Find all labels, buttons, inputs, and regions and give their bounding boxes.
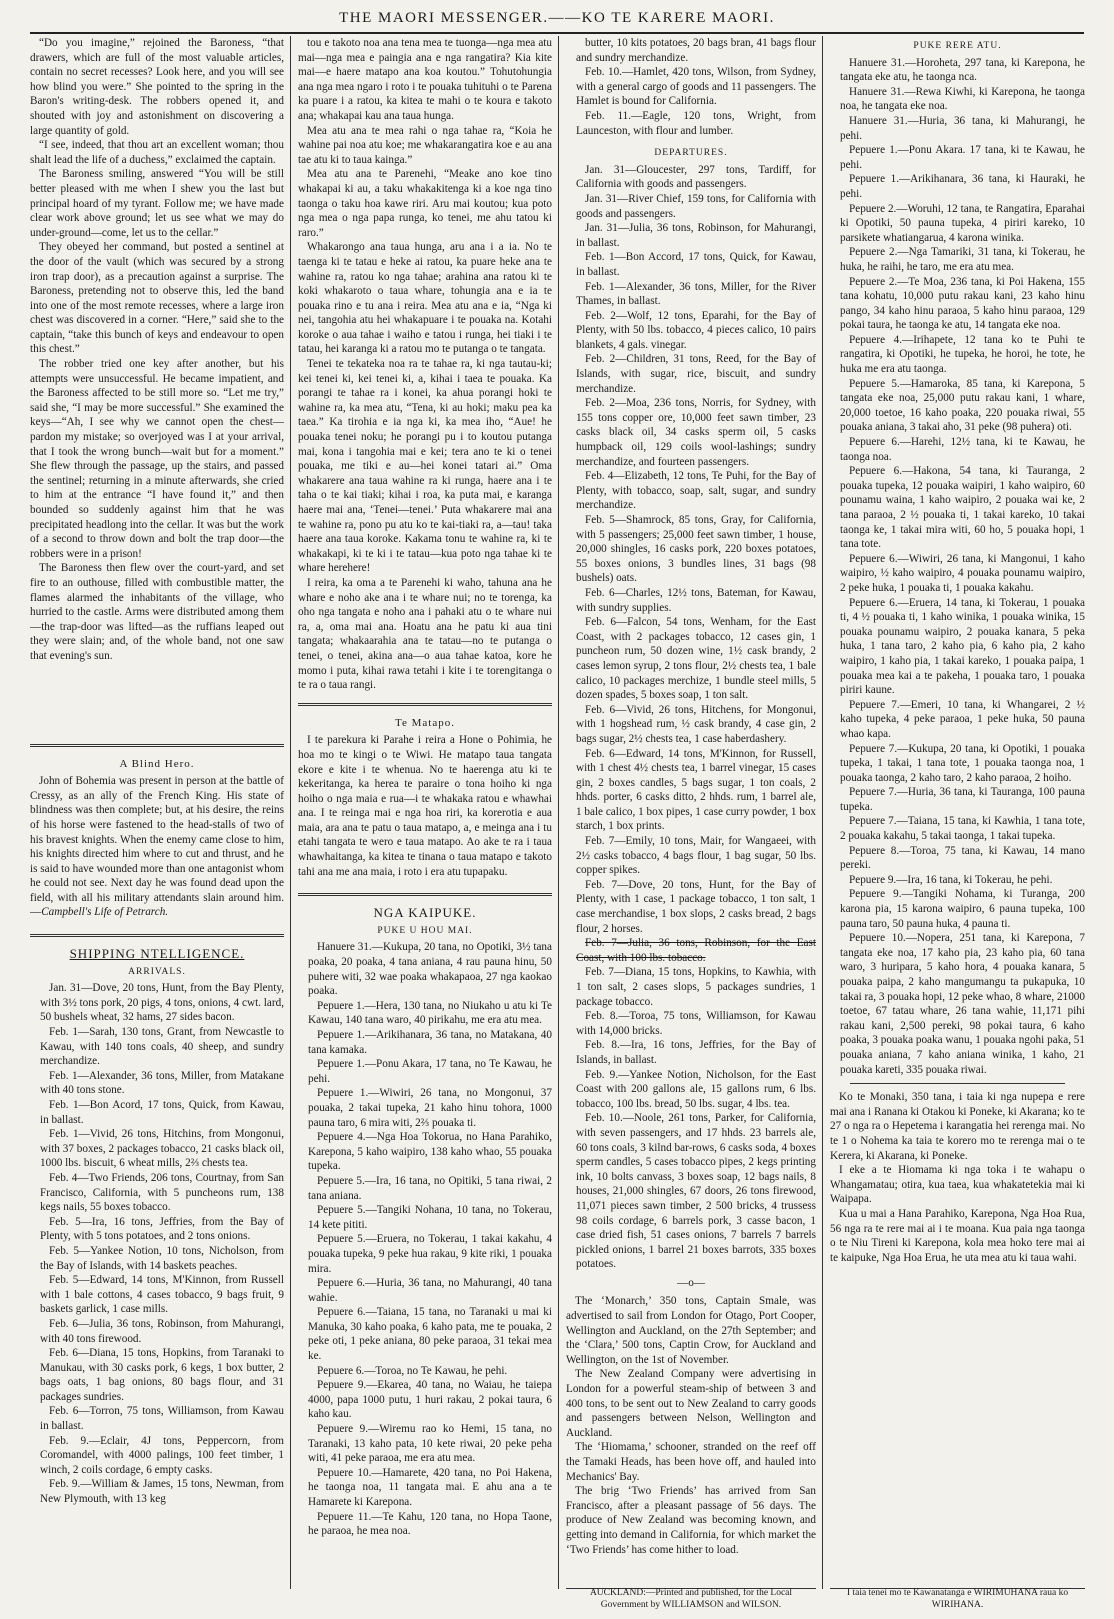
departure-entry-maori: Pepuere 7.—Kukupa, 20 tana, ki Opotiki, 1 pouaka tupeka, 1 takai, 1 tana tote, 1 pouaka taonga noa, 1 pouaka taonga, 2 kaho taro, 2 kaho paraoa, 2 hoiho.: [840, 742, 1085, 784]
column-divider: [290, 36, 291, 1589]
arrival-entry: Feb. 6—Torron, 75 tons, Williamson, from Kawau in ballast.: [40, 1405, 284, 1433]
story-paragraph: tou e takoto noa ana tena mea te tuonga—nga mea atu mai—nga mea e paingia ana e nga rangatira? Kia kite mai—e haere matapo ana koa koutou.” Tohutohungia ana nga mea ngaro i roto i te pouaka tuhituhi o te Parena ka puare i a ratou, ka kitea te mahi o te koura e takoto ana; whakapai kau ana taua hunga.: [298, 37, 552, 122]
departure-entry-maori: Pepuere 7.—Emeri, 10 tana, ki Whangarei, 2 ½ kaho tupeka, 4 peke paraoa, 1 peke huka, 50 pauna whao kapa.: [840, 698, 1085, 740]
arrival-entry-maori: Pepuere 11.—Te Kahu, 120 tana, no Hopa Taone, he paraoa, he mea noa.: [308, 1510, 552, 1538]
column-divider: [822, 36, 823, 1589]
departure-entry-maori: Hanuere 31.—Horoheta, 297 tana, ki Karepona, he tangata eke atu, he taonga nca.: [840, 56, 1085, 84]
departure-entry: Feb. 4—Elizabeth, 12 tons, Te Puhi, for the Bay of Plenty, with tobacco, soap, salt, sugar, and sundry merchandize.: [576, 470, 816, 512]
departure-entry: Feb. 6—Charles, 12½ tons, Bateman, for Kawau, with sundry supplies.: [576, 586, 816, 614]
departure-entry: Feb. 2—Moa, 236 tons, Norris, for Sydney, with 155 tons copper ore, 10,000 feet sawn timber, 23 casks black oil, 34 casks sperm oil, 5 casks humpback oil, 129 coils wool-lashings; sundry merchandize, and fourteen passengers.: [576, 397, 816, 468]
departure-entry-maori: Pepuere 7.—Taiana, 15 tana, ki Kawhia, 1 tana tote, 2 pouaka kakahu, 5 takai taonga, 1 takai tupeka.: [840, 815, 1085, 843]
section-rule: [298, 703, 552, 706]
arrival-entry: Feb. 1—Sarah, 130 tons, Grant, from Newcastle to Kawau, with 140 tons coals, 40 sheep, and sundry merchandize.: [40, 1026, 284, 1068]
hero-text: John of Bohemia was present in person at the battle of Cressy, as an ally of the French King. His state of blindness was then complete; but, at his desire, the reins of his horse were fastened to the head-stalls of two of his bravest knights. When the enemy came close to him, his knights directed him where to cut and thrust, and he is said to have wounded more than one antagonist whom he could not see. Next day he was found dead upon the field, with all his military attendants slain around him.—: [30, 775, 284, 919]
section-title-blind-hero: A Blind Hero.: [119, 757, 195, 770]
news-paragraph: The New Zealand Company were advertising in London for a powerful steam-ship of between 3 and 400 tons, to be sent out to New Zealand to carry goods and passengers between Nelson, Wellington and Auckland.: [566, 1368, 816, 1439]
departure-entry-maori: Pepuere 2.—Te Moa, 236 tana, ki Poi Hakena, 155 tana kohatu, 10,000 putu rakau kani, 23 kaho hinu pango, 34 kaho hinu paraoa, 5 kaho hinu paraoa, 129 pokai taura, he taonga ke atu, 14 tangata eke noa.: [840, 275, 1085, 332]
arrival-entry: Feb. 5—Edward, 14 tons, M'Kinnon, from Russell with 1 bale cottons, 4 cases tobacco, 9 bags fruit, 9 baskets garlick, 1 case mills.: [40, 1274, 284, 1316]
arrival-entry-maori: Pepuere 1.—Ponu Akara, 17 tana, no Te Kawau, he pehi.: [308, 1058, 552, 1085]
subsection-title-departures: DEPARTURES.: [654, 148, 728, 159]
arrival-entry: Feb. 1—Bon Acord, 17 tons, Quick, from Kawau, in ballast.: [40, 1099, 284, 1126]
news-paragraph-maori: Ko te Monaki, 350 tana, i taia ki nga nupepa e rere mai ana i Ranana ki Otakou ki Poneke, ki Akarana; ko te 27 o nga ra o Hepetema i karangatia hei rerenga mai. No te 1 o Nohema ka taia te korero mo te rerenga mai o te Kerera, ki Akarana, ki Poneke.: [830, 1091, 1085, 1162]
story-paragraph: Mea atu ana te Parenehi, “Meake ano koe tino whakapai ki au, a taku whakakitenga ki a koe nga tino taonga o taku hoa kawe riri. Aru mai koutou; kua poto nga mea o nga papa runga, ko tenei, me ahu tatou ki raro.”: [298, 168, 552, 239]
departure-entry: Feb. 10.—Noole, 261 tons, Parker, for California, with seven passengers, and 17 hhds. 23 barrels ale, 60 tons coals, 3 kilnd bar-rows, 6 casks soda, 4 boxes sperm candles, 5 cases tobacco pipes, 2 kegs printing ink, 10 bolts canvass, 3 boxes soap, 12 bags nails, 8 houses, 21,000 shingles, 67 doors, 26 tons firewood, 11,071 pieces sawn timber, 2 500 bricks, 4 trussess 98 coils cordage, 6 barrels pork, 3 casse bacon, 1 case dried fish, 51 cases onions, 7 barrels 7 barrels pickled onions, 1 barrel 21 boxes barrots, 335 boxes potatoes.: [576, 1112, 816, 1271]
departure-entry: Jan. 31—Gloucester, 297 tons, Tardiff, for California with goods and passengers.: [576, 163, 816, 191]
departure-entry-maori: Pepuere 6.—Eruera, 14 tana, ki Tokerau, 1 pouaka ti, 4 ½ pouaka ti, 1 kaho winika, 1 pouaka winika, 15 pouaka pounamu waipiro, 2 pouaka kanara, 5 peka huka, 1 tana taro, 2 kaho pia, 6 kaho pia, 2 kaho waipiro, 1 kaho pia, 1 takai kareko, 1 pouaka paipa, 1 pouaka mea kai a te pakeha, 1 pouaka taro, 1 pouaka piriri kaune.: [840, 596, 1085, 697]
departure-entry-maori: Hanuere 31.—Huria, 36 tana, ki Mahurangi, he pehi.: [840, 114, 1085, 142]
arrival-entry-maori: Pepuere 10.—Hamarete, 420 tana, no Poi Hakena, he taonga noa, 11 tangata mai. E ahu ana a te Hamarete ki Karepona.: [308, 1466, 552, 1508]
arrival-entry: Feb. 1—Vivid, 26 tons, Hitchins, from Mongonui, with 37 boxes, 2 packages tobacco, 21 casks black oil, 1000 lbs. biscuit, 6 wheat mills, 2⅔ chests tea.: [40, 1128, 284, 1170]
arrival-entry-maori: Pepuere 9.—Ekarea, 40 tana, no Waiau, he taiepa 4000, papa 1000 putu, 1 huri rakau, 2 pokai taura, 6 kaho kau.: [308, 1379, 552, 1421]
arrival-entry: Feb. 4—Two Friends, 206 tons, Courtnay, from San Francisco, California, with 5 puncheons rum, 138 kegs nails, 55 boxes tobacco.: [40, 1171, 284, 1214]
departure-entry: Feb. 9.—Yankee Notion, Nicholson, for the East Coast with 200 gallons ale, 15 gallons rum, 6 lbs. tobacco, 100 lbs. bread, 50 lbs. sugar, 4 lbs. tea.: [576, 1068, 816, 1110]
departure-entry-maori: Pepuere 4.—Irihapete, 12 tana ko te Puhi te rangatira, ki Opotiki, he tupeka, he horoi, he tote, he huka me era atu taonga.: [840, 333, 1085, 376]
departure-entry-maori: Pepuere 6.—Harehi, 12½ tana, ki te Kawau, he taonga noa.: [840, 436, 1085, 463]
article-paragraph: I te parekura ki Parahe i reira a Hone o Pohimia, he hoa mo te kingi o te Wiwi. He matapo taua tangata ekore e kite i te whenua. No te haerenga atu ki te kekeritanga, ka herea te paraire o tona hoiho ki nga hoiho o nga maia e rua—i te whakaka ratou e whawhai ana. I te reinga mai e nga hoa riri, ka korerotia e aua maia, ara ana te patu o taua matapo, a, e meinga ana i tu etahi tangata te wero e taua matapo. Ao ake te ra i taua whawhaitanga, ka kitea te tinana o taua matapo e takoto tahi ana me ana maia, i roto i era atu tupapaku.: [298, 734, 552, 878]
news-paragraph: The ‘Hiomama,’ schooner, stranded on the reef off the Tamaki Heads, has been hove off, and hauled into Mechanics' Bay.: [566, 1441, 816, 1483]
separator-ornament: —o—: [677, 1276, 705, 1289]
departure-entry-maori: Pepuere 6.—Wiwiri, 26 tana, ki Mangonui, 1 kaho waipiro, ½ kaho waipiro, 4 pouaka pounamu waipiro, 2 peke huka, 1 pouaka ti, 1 pouaka kakahu.: [840, 552, 1085, 594]
section-title-shipping: SHIPPING NTELLIGENCE.: [69, 946, 245, 962]
arrival-entry: butter, 10 kits potatoes, 20 bags bran, 41 bags flour and sundry merchandize.: [576, 37, 816, 64]
arrival-entry-maori: Pepuere 4.—Nga Hoa Tokorua, no Hana Parahiko, Karepona, 5 kaho waipiro, 138 kaho whao, 55 pouaka tupeka.: [308, 1131, 552, 1173]
departure-entry-maori: Pepuere 5.—Hamaroka, 85 tana, ki Karepona, 5 tangata eke noa, 25,000 putu rakau kani, 1 whare, 20,000 toetoe, 16 kaho poaka, 220 pouaka riwai, 55 pouaka aniana, 3 takai aho, 31 peke (98 puhera) oti.: [840, 377, 1085, 434]
arrival-entry-maori: Pepuere 6.—Huria, 36 tana, no Mahurangi, 40 tana wahie.: [308, 1277, 552, 1304]
story-paragraph: “I see, indeed, that thou art an excellent woman; thou shalt lead the life of a duchess,” exclaimed the captain.: [30, 139, 284, 166]
departure-entry: Feb. 1—Bon Accord, 17 tons, Quick, for Kawau, in ballast.: [576, 251, 816, 278]
departure-entry: Feb. 7—Dove, 20 tons, Hunt, for the Bay of Plenty, with 1 case, 1 package tobacco, 1 ton salt, 1 case merchandise, 1 box slops, 2 casks bread, 2 bags flour, 2 horses.: [576, 878, 816, 935]
departure-entry: Feb. 8.—Ira, 16 tons, Jeffries, for the Bay of Islands, in ballast.: [576, 1039, 816, 1066]
departure-entry-maori: Pepuere 9.—Ira, 16 tana, ki Tokerau, he pehi.: [849, 873, 1053, 886]
subsection-title-puke-u: PUKE U HOU MAI.: [377, 925, 473, 936]
departure-entry: Jan. 31—Julia, 36 tons, Robinson, for Mahurangi, in ballast.: [576, 222, 816, 249]
arrival-entry: Feb. 1—Alexander, 36 tons, Miller, from Matakane with 40 tons stone.: [40, 1069, 284, 1097]
arrival-entry-maori: Hanuere 31.—Kukupa, 20 tana, no Opotiki, 3½ tana poaka, 20 poaka, 4 tana aniana, 4 rau pauna hinu, 50 puhere witi, 32 wae poaka whakapaoa, 27 nga kaokao poaka.: [308, 941, 552, 998]
story-paragraph: The Baroness smiling, answered “You will be still better pleased with me when I shew you the last but principal hoard of my tyrant. Follow me; we have made clear work above ground; let us see what we may do under-ground—come, let us to the cellar.”: [30, 168, 284, 239]
arrival-entry-maori: Pepuere 9.—Wiremu rao ko Hemi, 15 tana, no Taranaki, 13 kaho pata, 10 kete riwai, 20 peke peha witi, 41 peke paraoa, me era atu mea.: [308, 1423, 552, 1465]
departure-entry-maori: Pepuere 10.—Nopera, 251 tana, ki Karepona, 7 tangata eke noa, 17 kaho pia, 23 kaho pia, 60 tana waro, 3 huripara, 5 kaho hora, 4 pouaka kanara, 5 pouaka paipa, 2 kaho mangumangu ta pukapuka, 10 takai ra, 3 pouaka hopi, 12 peke whao, 8 whare, 21000 toetoe, 67 tatau whare, 26 tana wahie, 11,171 pihi rakau kani, 2,500 pereki, 98 pokai taura, 6 kaho poaka, 3 pouaka poaka wanu, 1 pouaka ngohi paka, 51 pouaka aniana, 7 kaho aniana winika, 1 kaho, 21 pouaka kareti, 335 pouaka riwai.: [840, 932, 1085, 1076]
departure-entry: Jan. 31—River Chief, 159 tons, for California with goods and passengers.: [576, 192, 816, 220]
masthead: THE MAORI MESSENGER.——KO TE KARERE MAORI.: [339, 10, 775, 26]
departure-entry: Feb. 6—Vivid, 26 tons, Hitchens, for Mongonui, with 1 hogshead rum, ½ cask brandy, 4 case gin, 2 bags sugar, 2½ chests tea, 1 case haberdashery.: [576, 703, 816, 745]
news-paragraph-maori: Kua u mai a Hana Parahiko, Karepona, Nga Hoa Rua, 56 nga ra te rere mai ai i te moana. Kua paia nga taonga o te Niu Tireni ki Karepona, kola mea hoko tere mai ai te kaipuke, Nga Hoa Erua, he uta mea atu ki taua wahi.: [830, 1207, 1085, 1264]
column-1: [30, 36, 284, 1589]
arrival-entry: Jan. 31—Dove, 20 tons, Hunt, from the Bay Plenty, with 3½ tons pork, 20 pigs, 4 tons, onions, 4 cwt. lard, 50 bushels wheat, 32 hams, 27 sides bacon.: [40, 982, 284, 1024]
arrival-entry: Feb. 9.—Eclair, 4J tons, Peppercorn, from Coromandel, with 4000 palings, 100 feet timber, 1 winch, 2 coils cordage, 6 empty casks.: [40, 1434, 284, 1476]
column-2: [298, 36, 552, 1589]
departure-entry: Feb. 2—Wolf, 12 tons, Eparahi, for the Bay of Plenty, with 50 lbs. tobacco, 4 pieces calico, 10 pairs blankets, 4 gals. vinegar.: [576, 309, 816, 351]
story-paragraph: “Do you imagine,” rejoined the Baroness, “that drawers, which are full of the most valuable articles, contain no secret recesses? Look here, and you will see how blind you were.” She pointed to the spring in the Baron's writing-desk. The robbers opened it, and shouted with joy and astonishment on discovering a large quantity of gold.: [30, 37, 284, 137]
departure-entry: Feb. 7—Diana, 15 tons, Hopkins, to Kawhia, with 1 ton salt, 2 cases slops, 5 packages sundries, 1 package tobacco.: [576, 966, 816, 1008]
arrival-entry: Feb. 6—Julia, 36 tons, Robinson, from Mahurangi, with 40 tons firewood.: [40, 1317, 284, 1345]
story-paragraph: The robber tried one key after another, but his attempts were unsuccessful. He became impatient, and the Baroness affected to be still more so. “Let me try,” said she, “I may be more successful.” She examined the keys—“Ah, I see why we cannot open the chest—pardon my mistake; so overjoyed was I at your arrival, that I took the wrong bunch—wait but for a moment.” She flew through the passage, up the stairs, and passed the sentinel; returning in a minute afterwards, she cried to him at the entrance “I have found it,” and then bounded so suddenly against him that he was precipitated headlong into the cellar. It was but the work of a second to throw down and bolt the trap door—the robbers were in a prison!: [30, 358, 284, 560]
subsection-title-arrivals: ARRIVALS.: [128, 966, 186, 977]
section-title-matapo: Te Matapo.: [395, 716, 455, 729]
hero-citation: Campbell's Life of Petrarch.: [41, 906, 169, 919]
departure-entry: Feb. 2—Children, 31 tons, Reed, for the Bay of Islands, with sugar, rice, biscuit, and sundry merchandize.: [576, 353, 816, 395]
story-paragraph: Whakarongo ana taua hunga, aru ana i a ia. No te taenga ki te tatau e heke ai ratou, ka puare heke ana te wahine ra, ratou ko nga tahae; arahina ana ratou ki te koki whakaroto o taua whare, tohungia ana e ia te pouaka rino e tu ana i reira. Mea atu ana e ia, “Nga ki nei, tangohia atu hei whakapuare i te pouaka na. Kotahi koroke o aua tahae i waiho e tatou i runga, hei tiaki i te tatau, hei karanga ki a ratou mo te putanga o te tangata.: [298, 241, 552, 356]
arrival-entry: Feb. 5—Yankee Notion, 10 tons, Nicholson, from the Bay of Islands, with 14 baskets peaches.: [40, 1244, 284, 1272]
section-rule: [850, 1083, 1065, 1084]
section-rule: [298, 893, 552, 896]
news-paragraph: The brig ‘Two Friends’ has arrived from San Francisco, after a pleasant passage of 56 days. The produce of New Zealand was becoming known, and getting into demand in California, for which market the ‘Two Friends’ has come hither to load.: [566, 1485, 816, 1556]
departure-entry: Feb. 6—Edward, 14 tons, M'Kinnon, for Russell, with 1 chest 4½ chests tea, 1 barrel vinegar, 15 cases gin, 2 boxes candles, 5 bags sugar, 1 ton coals, 2 hhds. porter, 6 casks ditto, 2 hhds. rum, 1 barrel ale, 1 bale calico, 1 box pipes, 1 case curry powder, 1 box starch, 1 box prints.: [576, 747, 816, 833]
departure-entry-maori: Pepuere 2.—Nga Tamariki, 31 tana, ki Tokerau, he huka, he raihi, he taro, me era atu mea.: [840, 246, 1085, 273]
imprint-english: AUCKLAND:—Printed and published, for the Local Government by WILLIAMSON and WILSON.: [589, 1588, 793, 1610]
departure-entry: Feb. 7—Emily, 10 tons, Mair, for Wangaeei, with 2½ casks tobacco, 4 bags flour, 1 bag sugar, 50 lbs. copper spikes.: [576, 835, 816, 877]
section-title-kaipuke: NGA KAIPUKE.: [373, 905, 477, 921]
story-paragraph: Tenei te tekateka noa ra te tahae ra, ki nga tautau-ki; kei tenei ki, kei tenei ki, a, kihai i taea te pouaka. Ka porangi te tahae ra i konei, ka ahua porangi hoki te wahine ra, ka mea atu, “Tena, ki au hoki; maku pea ka taea.” Ka tirohia e ia nga ki, ka mea iho, “Aue! he pouaka tenei noku; he porangi pu i to koutou putanga mai, kona i tangohia mai e kei; tera ano te ki o tenei pouaka, me tiki e au—hei konei tatari ai.” Oma whakarere ana taua wahine ra ki runga, haere ana i te taha o te kai tiaki; kihai i roa, ka puta mai, e karanga haere mai ana, ‘Tenei—tenei.’ Puta whakarere mai ana te wahine ra, pono pu atu ko te kai-tiaki ra, a—tau! taka haere ana taua koroke. Kakama tonu te wahine ra, ki te whakakapi, ki te ki i te tatau—kua poto nga tahae ki te whare herehere!: [298, 358, 552, 575]
departure-entry-maori: Pepuere 1.—Ponu Akara. 17 tana, ki te Kawau, he pehi.: [840, 144, 1085, 171]
arrival-entry: Feb. 9.—William & James, 15 tons, Newman, from New Plymouth, with 13 keg: [40, 1478, 284, 1506]
story-paragraph: They obeyed her command, but posted a sentinel at the door of the vault (which was secured by a strong iron trap door), as a precaution against a surprise. The Baroness, pretending not to observe this, led the band into one of the most remote recesses, where a large iron chest was discovered in a corner. “Here,” said she to the captain, “take this bunch of keys and endeavour to open this chest.”: [30, 241, 284, 356]
section-rule: [30, 744, 284, 747]
column-4: [830, 36, 1085, 1567]
departure-entry-maori: Hanuere 31.—Rewa Kiwhi, ki Karepona, he taonga noa, he tangata eke noa.: [840, 85, 1085, 113]
news-paragraph: The ‘Monarch,’ 350 tons, Captain Smale, was advertised to sail from London for Otago, Port Cooper, Wellington and Auckland, on the 27th September; and the ‘Clara,’ 500 tons, Captin Crow, for Auckland and Wellington, on the 1st of November.: [566, 1295, 816, 1366]
section-rule: [30, 934, 284, 937]
departure-entry: Feb. 1—Alexander, 36 tons, Miller, for the River Thames, in ballast.: [576, 280, 816, 308]
arrival-entry-maori: Pepuere 1.—Arikihanara, 36 tana, no Matakana, 40 tana kamaka.: [308, 1029, 552, 1056]
arrival-entry-maori: Pepuere 6.—Taiana, 15 tana, no Taranaki u mai ki Manuka, 30 kaho poaka, 6 kaho pata, me te pouaka, 2 peke oti, 1 peke aniana, 80 peke paraoa, 31 tekai mea ke.: [308, 1306, 552, 1363]
departure-entry-maori: Pepuere 1.—Arikihanara, 36 tana, ki Hauraki, he pehi.: [840, 173, 1085, 200]
arrival-entry-maori: Pepuere 5.—Tangiki Nohana, 10 tana, no Tokerau, 14 kete pititi.: [308, 1204, 552, 1231]
arrival-entry: Feb. 5—Ira, 16 tons, Jeffries, from the Bay of Plenty, with 5 tons potatoes, and 2 tons onions.: [40, 1215, 284, 1243]
arrival-entry: Feb. 10.—Hamlet, 420 tons, Wilson, from Sydney, with a general cargo of goods and 11 passengers. The Hamlet is bound for California.: [576, 66, 816, 108]
column-divider: [558, 36, 559, 1589]
departure-entry-maori: Pepuere 9.—Tangiki Nohama, ki Turanga, 200 karona pia, 15 karona waipiro, 6 pauna tupeka, 100 pauna taro, 50 pauna huka, 4 pauna ti.: [840, 888, 1085, 930]
article-paragraph: [30, 774, 284, 920]
arrival-entry: Feb. 11.—Eagle, 120 tons, Wright, from Launceston, with flour and lumber.: [576, 109, 816, 137]
departure-entry-maori: Pepuere 6.—Hakona, 54 tana, ki Tauranga, 2 pouaka tupeka, 12 pouaka waipiri, 1 kaho waipiro, 60 pounamu waina, 1 kaho waipiro, 2 pouaka wai ke, 2 tana paraoa, 2 ½ pouaka ti, 1 takai kareko, 10 takai taonga ke, 1 takai mira witi, 60 ho, 5 pouaka hopi, 1 tana tote.: [840, 465, 1085, 551]
story-paragraph: Mea atu ana te mea rahi o nga tahae ra, “Koia he wahine pai noa atu koe; me whakarangatira koe e au ana tae atu ki to taua kainga.”: [298, 124, 552, 166]
column-3: [566, 36, 816, 1567]
story-paragraph: I reira, ka oma a te Parenehi ki waho, tahuna ana he whare e noho ake ana i te whare nui; no te torenga, ka oho nga tangata e noho ana i pahaki atu o te whare nui ra, a, oma mai ana. Hoatu ana he patu ki aua tini tangata; whakaarahia ana te tatau—no te putanga o tenei, o tenei, akina ana—o aua tahae katoa, kore he momo i puta, kihai rawa tetahi i kite i te torengitanga o te ra o taua rangi.: [298, 576, 552, 692]
departure-entry-maori: Pepuere 8.—Toroa, 75 tana, ki Kawau, 14 mano pereki.: [840, 844, 1085, 872]
news-paragraph-maori: I eke a te Hiomama ki nga toka i te wahapu o Whangamatau; otira, kua taea, kua whakatetekia mai ki Waipapa.: [830, 1164, 1085, 1206]
departure-entry: Feb. 5—Shamrock, 85 tons, Gray, for California, with 5 passengers; 25,000 feet sawn timber, 1 house, 20,000 shingles, 16 casks pork, 220 boxes potatoes, 55 boxes onions, 3 bundles lines, 31 bags (98 bushels) oats.: [576, 514, 816, 585]
story-paragraph: The Baroness then flew over the court-yard, and set fire to an outhouse, filled with combustible matter, the flames alarmed the inhabitants of the village, who hurried to the castle. Arms were distributed among them—the trap-door was lifted—as the ruffians leaped out they were slain; and, of the whole band, not one saw that evening's sun.: [30, 562, 284, 662]
masthead-rule: [30, 32, 1084, 34]
departure-entry-maori: Pepuere 7.—Huria, 36 tana, ki Tauranga, 100 pauna tupeka.: [840, 786, 1085, 813]
departure-entry: Feb. 6—Falcon, 54 tons, Wenham, for the East Coast, with 2 packages tobacco, 12 cases gin, 1 puncheon rum, 50 dozen wine, 1½ cask brandy, 2 cases lemon syrup, 2 tons flour, 2½ chests tea, 1 bale calico, 10 packages merchize, 1 bundle steel mills, 5 dozen spades, 5 boxes soap, 1 ton salt.: [576, 616, 816, 702]
arrival-entry-maori: Pepuere 5.—Ira, 16 tana, no Opitiki, 5 tana riwai, 2 tana aniana.: [308, 1174, 552, 1202]
arrival-entry: Feb. 6—Diana, 15 tons, Hopkins, from Taranaki to Manukau, with 30 casks pork, 6 kegs, 1 box butter, 2 bags oats, 1 bag onions, 80 bags flour, and 31 packages sundries.: [40, 1347, 284, 1403]
subsection-title-puke-rere: PUKE RERE ATU.: [913, 41, 1002, 51]
arrival-entry-maori: Pepuere 1.—Wiwiri, 26 tana, no Mongonui, 37 pouaka, 2 takai tupeka, 21 kaho hinu tohora, 1000 pauna taro, 6 mira witi, 2⅔ pouaka ti.: [308, 1087, 552, 1129]
arrival-entry-maori: Pepuere 6.—Toroa, no Te Kawau, he pehi.: [317, 1364, 508, 1377]
departure-entry: Feb. 8.—Toroa, 75 tons, Williamson, for Kawau with 14,000 bricks.: [576, 1010, 816, 1037]
arrival-entry-maori: Pepuere 1.—Hera, 130 tana, no Niukaho u atu ki Te Kawau, 140 tana waro, 40 pirikahu, me era atu mea.: [308, 999, 552, 1027]
imprint-maori: I taia tenei mo te Kawanatanga e WIRIMUHANA raua ko WIRIHANA.: [846, 1588, 1069, 1610]
departure-entry-maori: Pepuere 2.—Woruhi, 12 tana, te Rangatira, Eparahai ki Opotiki, 50 pauna tupeka, 4 piriri kareko, 10 parsikete whatiangarua, 4 karona winika.: [840, 202, 1085, 244]
arrival-entry-maori: Pepuere 5.—Eruera, no Tokerau, 1 takai kakahu, 4 pouaka tupeka, 9 peke hua rakau, 9 kite riki, 1 pouaka mira.: [308, 1233, 552, 1275]
departure-entry-struck: Feb. 7—Julia, 36 tons, Robinson, for the East Coast, with 100 lbs. tobacco.: [576, 937, 816, 964]
